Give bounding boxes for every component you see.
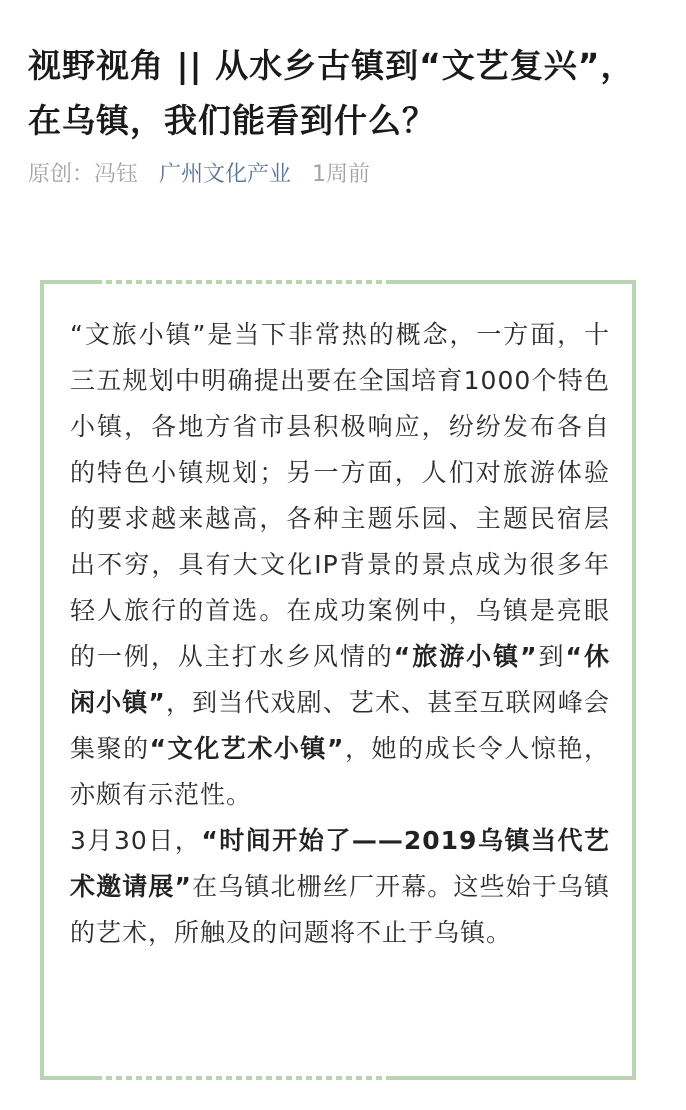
publish-time: 1周前: [312, 162, 371, 187]
frame-top-right-edge: [386, 280, 636, 284]
bold-run: “休闲小镇”: [70, 642, 610, 717]
text-run: 在乌镇北栅丝厂开幕。这些始于乌镇的艺术，所触及的问题将不止于乌镇。: [70, 872, 610, 947]
author-label: 原创：冯钰: [28, 162, 139, 187]
text-run: ，到当代戏剧、艺术、甚至互联网峰会集聚的: [70, 688, 610, 763]
text-run: 3月30日，: [70, 826, 202, 855]
frame-left-edge: [40, 280, 44, 1080]
frame-bottom-right-edge: [386, 1076, 636, 1080]
text-run: “文旅小镇”是当下非常热的概念，一方面，十三五规划中明确提出要在全国培育1000个特色小镇，各地方省市县积极响应，纷纷发布各自的特色小镇规划；另一方面，人们对旅游体验的要求越来越高，各种主题乐园、主题民宿层出不穷，具有大文化IP背景的景点成为很多年轻人旅行的首选。在成功案例中，乌镇是亮眼的一例，从主打水乡风情的: [70, 320, 610, 671]
frame-bottom-left-edge: [40, 1076, 96, 1080]
article-title: 视野视角 || 从水乡古镇到“文艺复兴”，在乌镇，我们能看到什么？: [28, 46, 635, 140]
bold-run: “文化艺术小镇”: [149, 734, 345, 763]
paragraph-1: [70, 312, 610, 818]
paragraph-2: [70, 818, 610, 956]
article-meta: [28, 160, 384, 190]
frame-bottom-dashed-edge: [96, 1076, 386, 1080]
text-run: 到: [537, 642, 566, 671]
quote-frame: [40, 280, 636, 1080]
frame-right-edge: [632, 280, 636, 1080]
bold-run: “时间开始了——2019乌镇当代艺术邀请展”: [70, 826, 611, 901]
text-run: ，她的成长令人惊艳，亦颇有示范性。: [70, 734, 610, 809]
bold-run: “旅游小镇”: [393, 642, 538, 671]
frame-top-dashed-edge: [96, 280, 386, 284]
article-body: [70, 312, 610, 956]
account-link[interactable]: 广州文化产业: [159, 162, 292, 187]
frame-top-left-edge: [40, 280, 96, 284]
